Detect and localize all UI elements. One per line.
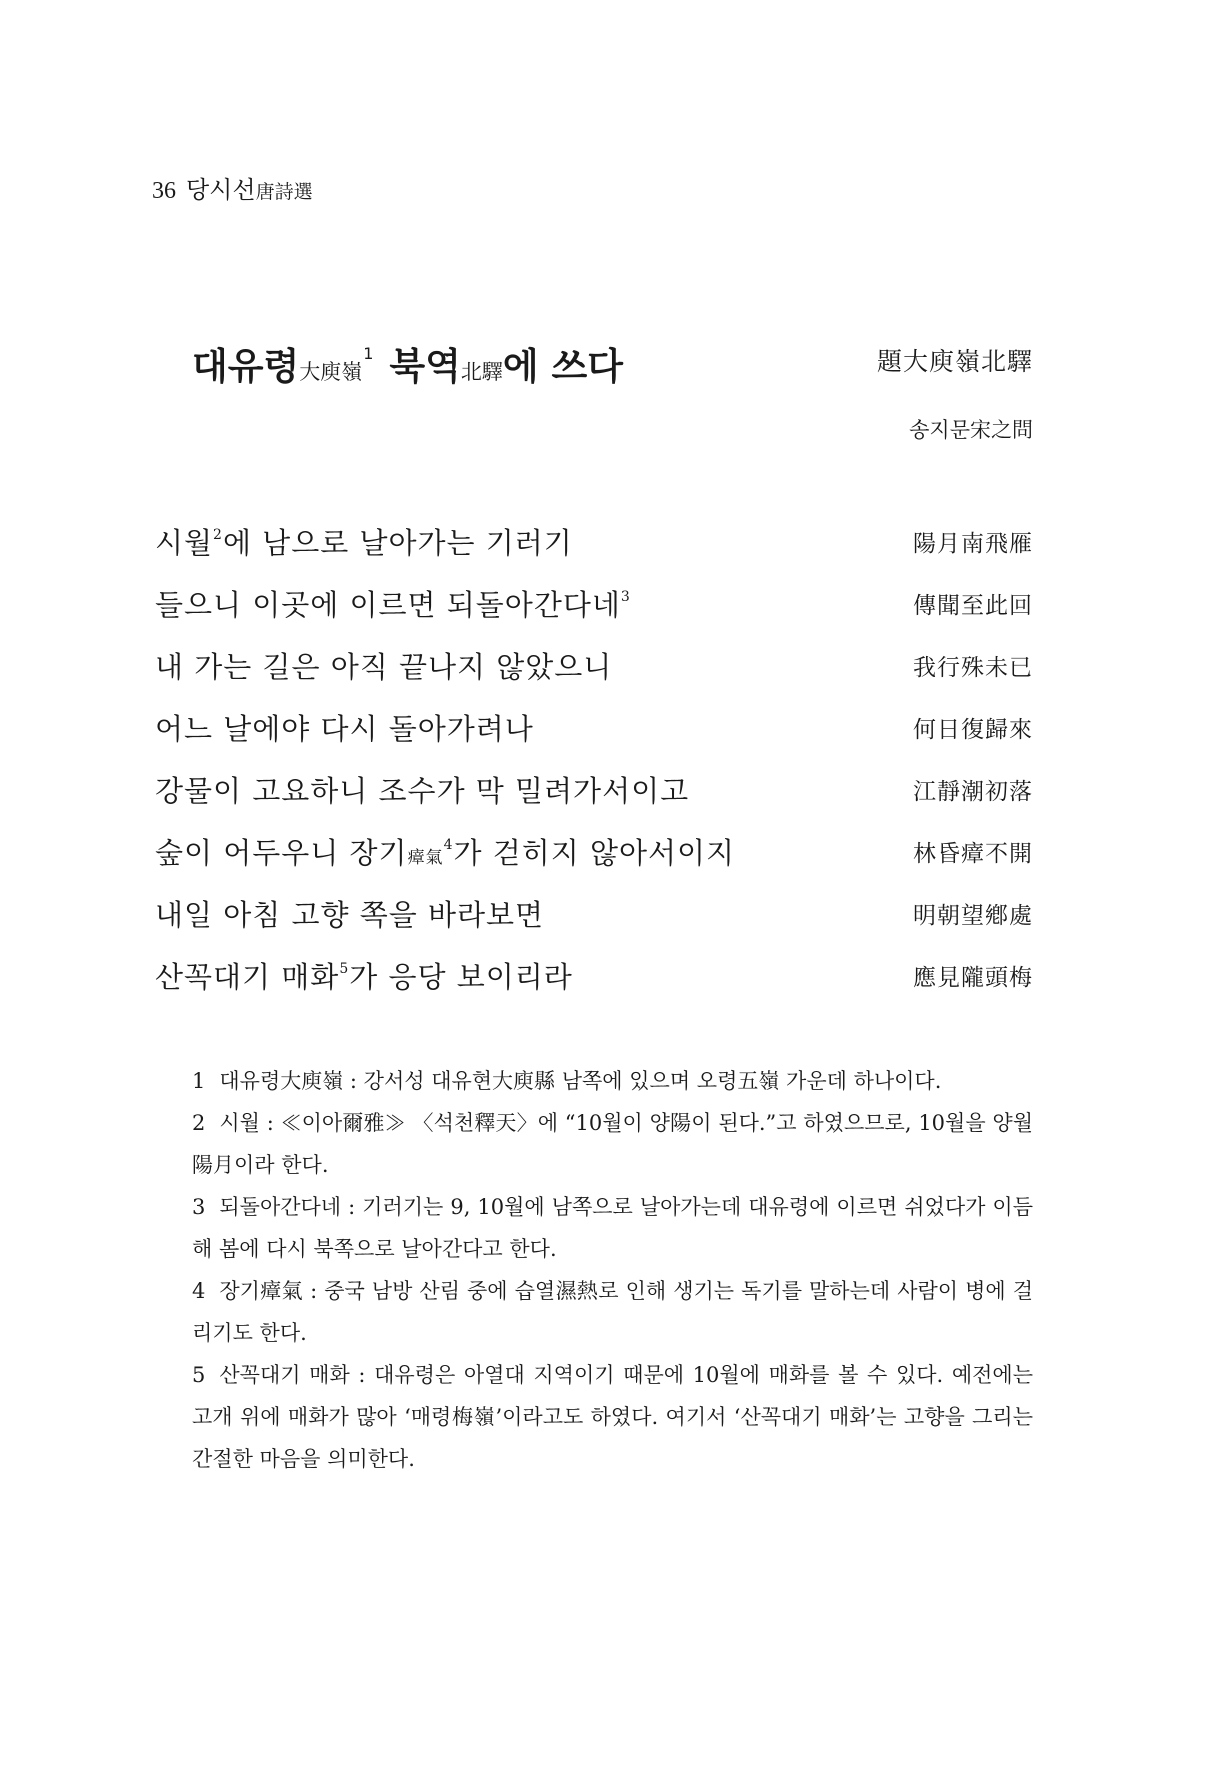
poem-line [155, 572, 1033, 634]
poem-text: 숲이 어두우니 장기 [155, 835, 408, 870]
footnote-number: 2 [192, 1111, 206, 1135]
poem-line-hanja: 應見隴頭梅 [913, 964, 1033, 991]
footnote-text: 대유령大庾嶺 : 강서성 대유현大庾縣 남쪽에 있으며 오령五嶺 가운데 하나이다. [219, 1069, 942, 1093]
footnote-number: 4 [192, 1279, 206, 1303]
footnote-ref: 5 [339, 960, 350, 977]
footnote-number: 1 [192, 1069, 206, 1093]
poem-text: 내일 아침 고향 쪽을 바라보면 [155, 897, 545, 932]
poem-line [155, 944, 1033, 1006]
poem-text: 산꼭대기 매화 [155, 959, 340, 994]
poem-line-hanja: 我行殊未已 [913, 654, 1033, 681]
poem-body [155, 510, 1033, 1006]
poem-line [155, 634, 1033, 696]
author-name-hanja: 宋之問 [970, 418, 1033, 442]
footnote [192, 1270, 1033, 1354]
poem-text: 가 걷히지 않아서이지 [453, 835, 736, 870]
poem-line-hanja: 何日復歸來 [913, 716, 1033, 743]
title-part1-hanja: 大庾嶺 [299, 360, 363, 384]
poem-text: 들으니 이곳에 이르면 되돌아간다네 [155, 587, 621, 622]
title-part2-hanja: 北驛 [460, 360, 503, 384]
poem-line-hanja: 林昏瘴不開 [913, 840, 1033, 867]
poem-line-korean [155, 583, 631, 624]
poem-line [155, 882, 1033, 944]
poem-title-hanja: 題大庾嶺北驛 [876, 347, 1033, 376]
poem-line [155, 758, 1033, 820]
poem-line [155, 820, 1033, 882]
footnote-ref: 2 [213, 526, 223, 543]
poem-line-hanja: 江靜潮初落 [913, 778, 1033, 805]
footnote [192, 1186, 1033, 1270]
poem-text: 에 남으로 날아가는 기러기 [222, 525, 573, 560]
poem-text: 내 가는 길은 아직 끝나지 않았으니 [155, 649, 613, 684]
poem-inline-hanja: 瘴氣 [407, 847, 444, 868]
author-name: 송지문 [909, 418, 970, 442]
footnote [192, 1060, 1033, 1102]
title-part1: 대유령 [192, 345, 300, 388]
footnote-ref: 3 [620, 588, 631, 605]
poem-title-row [192, 336, 1033, 386]
poem-line [155, 510, 1033, 572]
poem-line-korean [155, 893, 544, 934]
poem-line [155, 696, 1033, 758]
running-header [152, 170, 313, 205]
title-part3: 에 쓰다 [502, 345, 624, 388]
poem-text: 가 응당 보이리라 [349, 959, 573, 994]
book-title-hanja: 唐詩選 [255, 181, 313, 203]
footnote-text: 장기瘴氣 : 중국 남방 산림 중에 습열濕熱로 인해 생기는 독기를 말하는데 사람이 병에 걸리기도 한다. [192, 1279, 1033, 1345]
poem-line-korean [155, 955, 573, 996]
poem-text: 시월 [155, 525, 214, 560]
footnote-text: 시월 : ≪이아爾雅≫ 〈석천釋天〉에 “10월이 양陽이 된다.”고 하였으므로, 10월을 양월陽月이라 한다. [192, 1111, 1033, 1177]
poem-line-korean [155, 831, 735, 872]
poem-line-korean [155, 521, 573, 562]
poem-text: 어느 날에야 다시 돌아가려나 [155, 711, 534, 746]
footnote [192, 1102, 1033, 1186]
poem-line-korean [155, 645, 612, 686]
poem-text: 강물이 고요하니 조수가 막 밀려가서이고 [155, 773, 690, 808]
page-number: 36 [152, 178, 176, 204]
title-footnote-ref: 1 [363, 344, 374, 363]
footnote-number: 5 [192, 1363, 206, 1387]
poem-title [192, 336, 623, 390]
footnote [192, 1354, 1033, 1480]
poem-line-korean [155, 769, 689, 810]
book-title: 당시선 [186, 176, 256, 204]
footnotes [192, 1060, 1033, 1480]
poem-line-hanja: 傳聞至此回 [913, 592, 1033, 619]
footnote-text: 되돌아간다네 : 기러기는 9, 10월에 남쪽으로 날아가는데 대유령에 이르면 쉬었다가 이듬해 봄에 다시 북쪽으로 날아간다고 한다. [192, 1195, 1033, 1261]
poem-line-korean [155, 707, 534, 748]
footnote-number: 3 [192, 1195, 206, 1219]
footnote-text: 산꼭대기 매화 : 대유령은 아열대 지역이기 때문에 10월에 매화를 볼 수 있다. 예전에는 고개 위에 매화가 많아 ‘매령梅嶺’이라고도 하였다. 여기서 ‘산꼭대기 매화’는 고향을 그리는 간절한 마음을 의미한다. [192, 1363, 1033, 1471]
footnote-ref: 4 [443, 836, 454, 853]
poem-author [909, 414, 1033, 444]
poem-line-hanja: 陽月南飛雁 [913, 530, 1033, 557]
poem-line-hanja: 明朝望鄕處 [913, 902, 1033, 929]
title-part2: 북역 [389, 345, 461, 388]
